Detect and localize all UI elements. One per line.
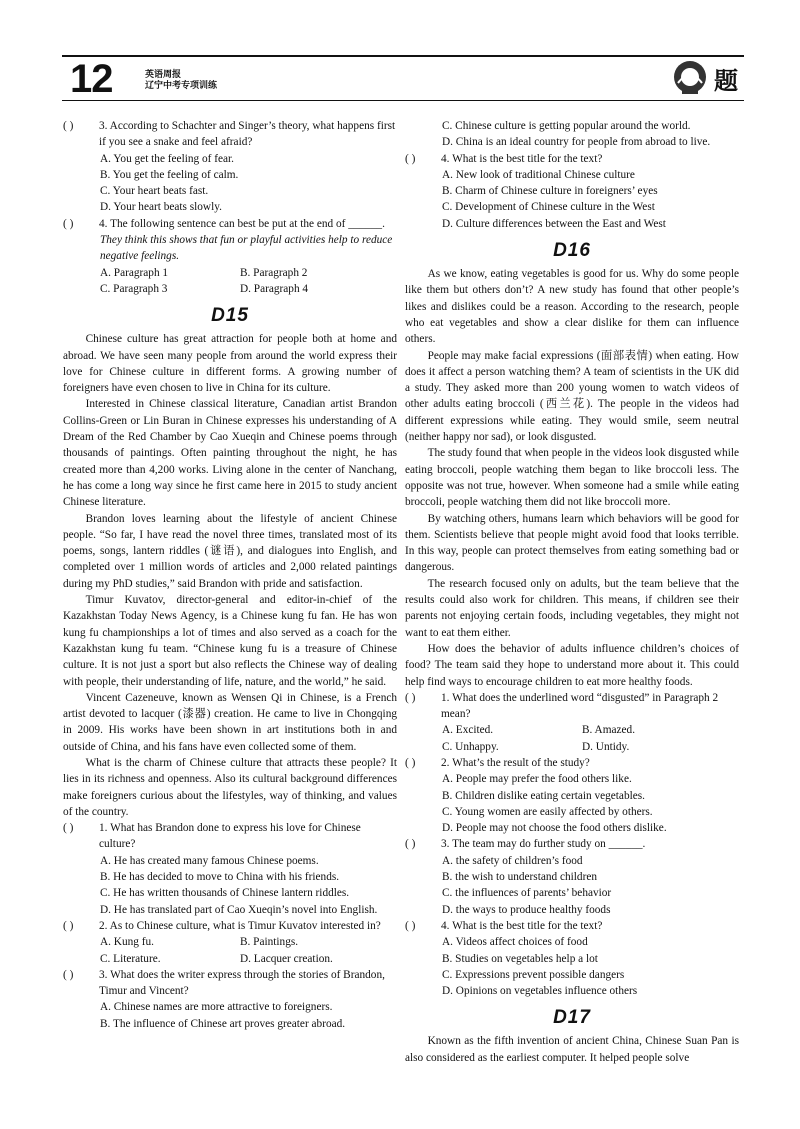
d15-paragraph: Timur Kuvatov, director-general and editor-in-chief of the Kazakhstan Today News Agency, is a Chinese kung fu fan. He has won kung fu championships a lot of times and also served as a coach for the Kazakhstan kung fu team. “Chinese kung fu is a treasure of Chinese culture. It is not just a sport but also reflects the Chinese way of dealing with people, their understanding of life, nature, and the world,” he said.	[63, 594, 397, 688]
option: C. Your heart beats fast.	[100, 185, 209, 198]
option: D. Paragraph 4	[240, 282, 309, 295]
dragon-emblem-icon	[670, 57, 710, 97]
section-title-d16: D16	[553, 240, 591, 262]
d16-paragraph: As we know, eating vegetables is good for us. Why do some people like them but others don’t? A new study has found that other people’s likes and dislikes could be a reason. According to the research, people who eat vegetables and show a clear dislike for them can influence others.	[405, 268, 739, 346]
d15-paragraph: Brandon loves learning about the lifestyle of ancient Chinese people. “So far, I have read the novel three times, translated most of its poems, songs, lantern riddles (谜语), and dialogues into English, and completed over 1 million words of articles and 2,000 related paintings during my PhD studies,” said Brandon with pride and satisfaction.	[63, 512, 397, 590]
question-stem: 4. What is the best title for the text?	[441, 919, 603, 932]
left-column	[63, 118, 397, 1032]
option-row	[63, 934, 397, 950]
option: B. Charm of Chinese culture in foreigners’ eyes	[442, 185, 658, 198]
option-row	[405, 722, 739, 738]
option: A. New look of traditional Chinese culture	[442, 168, 635, 181]
option: C. the influences of parents’ behavior	[442, 887, 612, 900]
option: A. Chinese names are more attractive to foreigners.	[100, 1001, 333, 1014]
page-header	[62, 45, 744, 107]
d16-paragraph: How does the behavior of adults influence children’s choices of food? The team said they hope to understand more about it. This could help find ways to encourage children to eat more healthy foods.	[405, 642, 739, 688]
option: D. Your heart beats slowly.	[100, 201, 222, 214]
quote-text: They think this shows that fun or playful activities help to reduce negative feelings.	[100, 234, 393, 263]
d16-paragraph: By watching others, humans learn which behaviors will be good for them. Scientists believe that people might avoid food that looks terrible. In this way, people can protect themselves from eating something bad or dangerous.	[405, 512, 739, 574]
question-block	[63, 918, 397, 934]
option: D. Opinions on vegetables influence others	[442, 985, 638, 998]
option: A. You get the feeling of fear.	[100, 152, 234, 165]
question-stem: 3. According to Schachter and Singer’s theory, what happens first if you see a snake and feel afraid?	[99, 120, 396, 149]
option: B. Children dislike eating certain vegetables.	[442, 789, 645, 802]
answer-blank[interactable]: ( )	[63, 822, 74, 835]
header-rule-top	[62, 55, 744, 57]
option: A. Paragraph 1	[100, 266, 169, 279]
option: B. He has decided to move to China with his friends.	[100, 871, 340, 884]
question-block	[405, 755, 739, 771]
right-column	[405, 118, 739, 1066]
answer-blank[interactable]: ( )	[63, 968, 74, 981]
option: B. The influence of Chinese art proves greater abroad.	[100, 1017, 346, 1030]
question-block	[405, 836, 739, 852]
option-row	[63, 281, 397, 297]
answer-blank[interactable]: ( )	[405, 691, 416, 704]
question-block	[63, 967, 397, 1000]
d16-paragraph: People may make facial expressions (面部表情) when eating. How does it affect a person watching them? A team of scientists in the UK did a study. They asked more than 200 young women to watch videos of other adults eating broccoli (西兰花). The people in the videos had different expressions while eating. They would smile, seem neutral (neither happy nor sad), or look disgusted.	[405, 349, 739, 444]
answer-blank[interactable]: ( )	[405, 756, 416, 769]
option: A. He has created many famous Chinese poems.	[100, 854, 319, 867]
answer-blank[interactable]: ( )	[405, 838, 416, 851]
option: C. Literature.	[100, 952, 161, 965]
option: D. Culture differences between the East and West	[442, 217, 666, 230]
d17-paragraph: Known as the fifth invention of ancient China, Chinese Suan Pan is also considered as the earliest computer. It helped people solve	[405, 1035, 739, 1064]
brand-line-1: 英语周报	[145, 69, 182, 79]
option: C. Unhappy.	[442, 740, 499, 753]
option: C. Young women are easily affected by others.	[442, 805, 653, 818]
topic-char: 题	[714, 69, 738, 95]
question-block	[405, 918, 739, 934]
question-block	[63, 216, 397, 232]
d16-paragraph: The research focused only on adults, but the team believe that the results could also work for children. This means, if children see their parents not enjoying certain foods, including vegetables, they might not want to eat them either.	[405, 577, 739, 639]
option: C. Development of Chinese culture in the West	[442, 201, 655, 214]
option: B. Studies on vegetables help a lot	[442, 952, 598, 965]
option: B. Paragraph 2	[240, 266, 308, 279]
answer-blank[interactable]: ( )	[405, 152, 416, 165]
option: D. Lacquer creation.	[240, 952, 333, 965]
option: B. Amazed.	[582, 724, 636, 737]
option-row	[405, 739, 739, 755]
option: C. He has written thousands of Chinese lantern riddles.	[100, 887, 350, 900]
brand-line-2: 辽宁中考专项训练	[145, 80, 218, 90]
question-block	[405, 151, 739, 167]
option: A. Excited.	[442, 724, 494, 737]
section-title-d17: D17	[553, 1007, 591, 1029]
question-stem: 4. What is the best title for the text?	[441, 152, 603, 165]
question-stem: 2. As to Chinese culture, what is Timur Kuvatov interested in?	[99, 919, 381, 932]
option: C. Expressions prevent possible dangers	[442, 968, 625, 981]
header-rule-bottom	[62, 100, 744, 101]
d15-paragraph: Vincent Cazeneuve, known as Wensen Qi in Chinese, is a French artist devoted to lacquer (漆器) creation. He came to live in Chongqing in 2009. His works have been shown in art institutions both in and outside of China, and his fans have even collected some of them.	[63, 691, 397, 753]
question-stem: 3. The team may do further study on ______.	[441, 838, 646, 851]
question-block	[63, 118, 397, 151]
option: D. Untidy.	[582, 740, 630, 753]
option: A. Videos affect choices of food	[442, 936, 588, 949]
question-block	[405, 690, 739, 723]
option-row	[63, 265, 397, 281]
option: D. the ways to produce healthy foods	[442, 903, 611, 916]
option: D. China is an ideal country for people from abroad to live.	[442, 136, 711, 149]
answer-blank[interactable]: ( )	[405, 919, 416, 932]
question-stem: 1. What does the underlined word “disgusted” in Paragraph 2 mean?	[441, 691, 719, 721]
question-stem: 1. What has Brandon done to express his love for Chinese culture?	[99, 822, 361, 851]
option: B. the wish to understand children	[442, 871, 597, 884]
brand-text	[145, 69, 217, 91]
option: B. Paintings.	[240, 936, 299, 949]
question-stem: 3. What does the writer express through the stories of Brandon, Timur and Vincent?	[99, 968, 385, 998]
d15-paragraph: Interested in Chinese classical literature, Canadian artist Brandon Collins-Green or Lin Buran in Chinese expresses his understanding of A Dream of the Red Chamber by Cao Xueqin and Chinese poems through thousands of paintings. Often painting throughout the night, he has created more than 4,200 works. Living alone in the center of Nanchang, he has come a long way since he first came here in 2015 to study ancient Chinese literature.	[63, 398, 397, 509]
quoted-sentence	[63, 232, 397, 265]
option: B. You get the feeling of calm.	[100, 168, 239, 181]
option: D. People may not choose the food others dislike.	[442, 822, 667, 835]
answer-blank[interactable]: ( )	[63, 217, 74, 230]
question-block	[63, 820, 397, 853]
d15-paragraph: What is the charm of Chinese culture that attracts these people? It lies in its richness and openness. Also its cultural background differences make foreigners curious about the lifestyles, way of thinking, and values of the country.	[63, 756, 397, 818]
option-row	[63, 951, 397, 967]
d16-paragraph: The study found that when people in the videos look disgusted while eating broccoli, people watching them began to like broccoli less. The opposite was not true, however. When someone had a smile while eating broccoli, people watching them did not like broccoli more.	[405, 447, 739, 509]
option: D. He has translated part of Cao Xueqin’s novel into English.	[100, 903, 378, 916]
option: A. the safety of children’s food	[442, 854, 583, 867]
option: C. Paragraph 3	[100, 282, 168, 295]
option: C. Chinese culture is getting popular around the world.	[442, 120, 691, 132]
d15-paragraph: Chinese culture has great attraction for people both at home and abroad. We have seen many people from around the world express their love for Chinese culture in different forms. A growing number of foreigners have even chosen to live in China for its culture.	[63, 333, 397, 395]
answer-blank[interactable]: ( )	[63, 120, 74, 132]
answer-blank[interactable]: ( )	[63, 919, 74, 932]
option: A. People may prefer the food others like.	[442, 773, 632, 786]
page-number: 12	[70, 57, 113, 101]
option: A. Kung fu.	[100, 936, 154, 949]
question-stem: 2. What’s the result of the study?	[441, 756, 590, 769]
section-title-d15: D15	[211, 305, 249, 327]
question-stem: 4. The following sentence can best be put at the end of ______.	[99, 217, 385, 230]
